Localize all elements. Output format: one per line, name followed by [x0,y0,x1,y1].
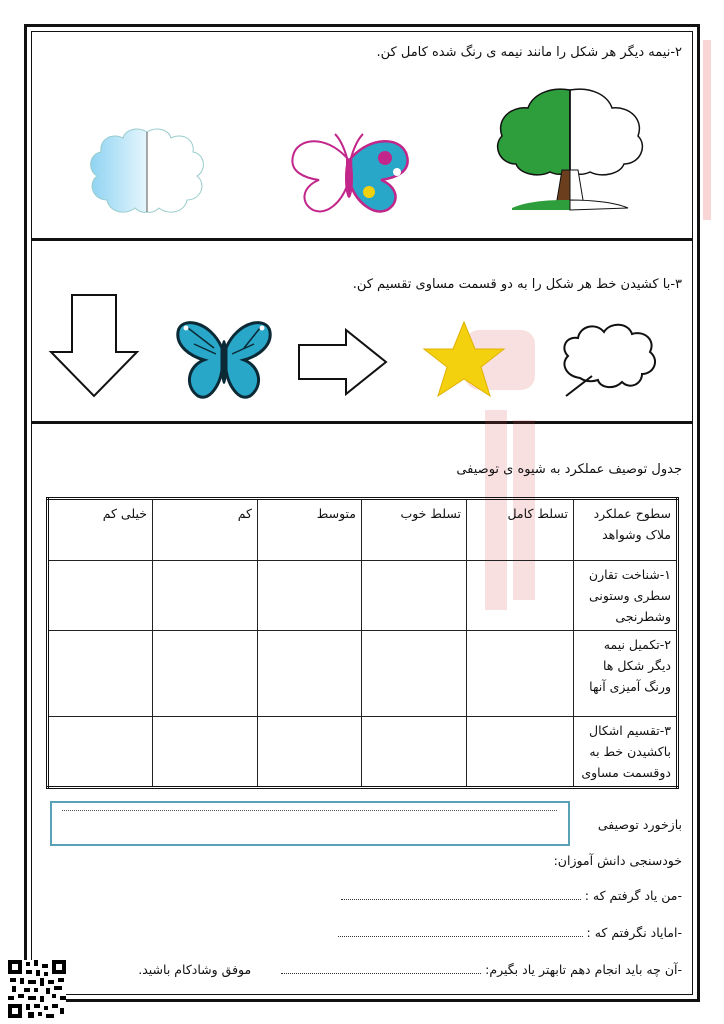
section-divider-1 [31,238,693,241]
learned-line [341,888,682,903]
star-shape[interactable] [418,318,510,400]
feedback-input-box[interactable] [50,801,570,846]
header-good-mastery: تسلط خوب [362,499,467,561]
rating-cell[interactable] [258,631,362,717]
not-learned-label: -امایاد نگرفتم که : [586,925,682,940]
qr-code-icon [8,960,66,1018]
section2-instruction: ۲-نیمه دیگر هر شکل را مانند نیمه ی رنگ شده کامل کن. [376,45,682,60]
rating-cell[interactable] [153,561,258,631]
row-criterion-3: ۳-تقسیم اشکال باکشیدن خط به دوقسمت مساوی [574,717,678,788]
table-row [48,561,678,631]
feedback-dotted-line [62,810,557,811]
closing-text: موفق وشادکام باشید. [138,962,252,977]
header-criteria: سطوح عملکرد ملاک وشواهد [574,499,678,561]
rating-cell[interactable] [48,561,153,631]
table-row [48,717,678,788]
learned-label: -من یاد گرفتم که : [584,888,682,903]
not-learned-line [338,925,682,940]
blue-butterfly[interactable] [174,314,274,406]
leaf-outline[interactable] [552,318,662,400]
rating-cell[interactable] [467,631,574,717]
table-title: جدول توصیف عملکرد به شیوه ی توصیفی [456,462,682,477]
side-watermark [700,40,714,220]
header-average: متوسط [258,499,362,561]
performance-rubric-table [46,497,679,789]
header-low: کم [153,499,258,561]
rating-cell[interactable] [48,717,153,788]
not-learned-answer-dots[interactable] [338,928,583,937]
table-header-row [48,499,678,561]
section3-instruction: ۳-با کشیدن خط هر شکل را به دو قسمت مساوی تقسیم کن. [352,277,682,292]
row-criterion-2: ۲-تکمیل نیمه دیگر شکل ها ورنگ آمیزی آنها [574,631,678,717]
rating-cell[interactable] [467,561,574,631]
learned-answer-dots[interactable] [341,891,581,900]
todo-line [138,962,682,977]
rating-cell[interactable] [258,717,362,788]
rating-cell[interactable] [362,631,467,717]
rating-cell[interactable] [258,561,362,631]
section-divider-2 [31,421,693,424]
rating-cell[interactable] [362,561,467,631]
tree-half-colored[interactable] [490,82,650,217]
down-arrow-shape[interactable] [48,292,140,400]
todo-label: -آن چه باید انجام دهم تابهتر یاد بگیرم: [485,962,682,977]
rating-cell[interactable] [153,631,258,717]
row-criterion-1: ۱-شناخت تقارن سطری وستونی وشطرنجی [574,561,678,631]
header-very-low: خیلی کم [48,499,153,561]
rating-cell[interactable] [362,717,467,788]
rating-cell[interactable] [467,717,574,788]
self-assessment-title: خودسنجی دانش آموزان: [553,853,682,868]
rating-cell[interactable] [48,631,153,717]
cloud-half-colored[interactable] [85,124,210,219]
rating-cell[interactable] [153,717,258,788]
feedback-label: بازخورد توصیفی [597,817,682,832]
right-arrow-shape[interactable] [296,327,390,397]
table-row [48,631,678,717]
header-full-mastery: تسلط کامل [467,499,574,561]
butterfly-half-colored[interactable] [285,128,415,218]
todo-answer-dots[interactable] [281,965,481,974]
